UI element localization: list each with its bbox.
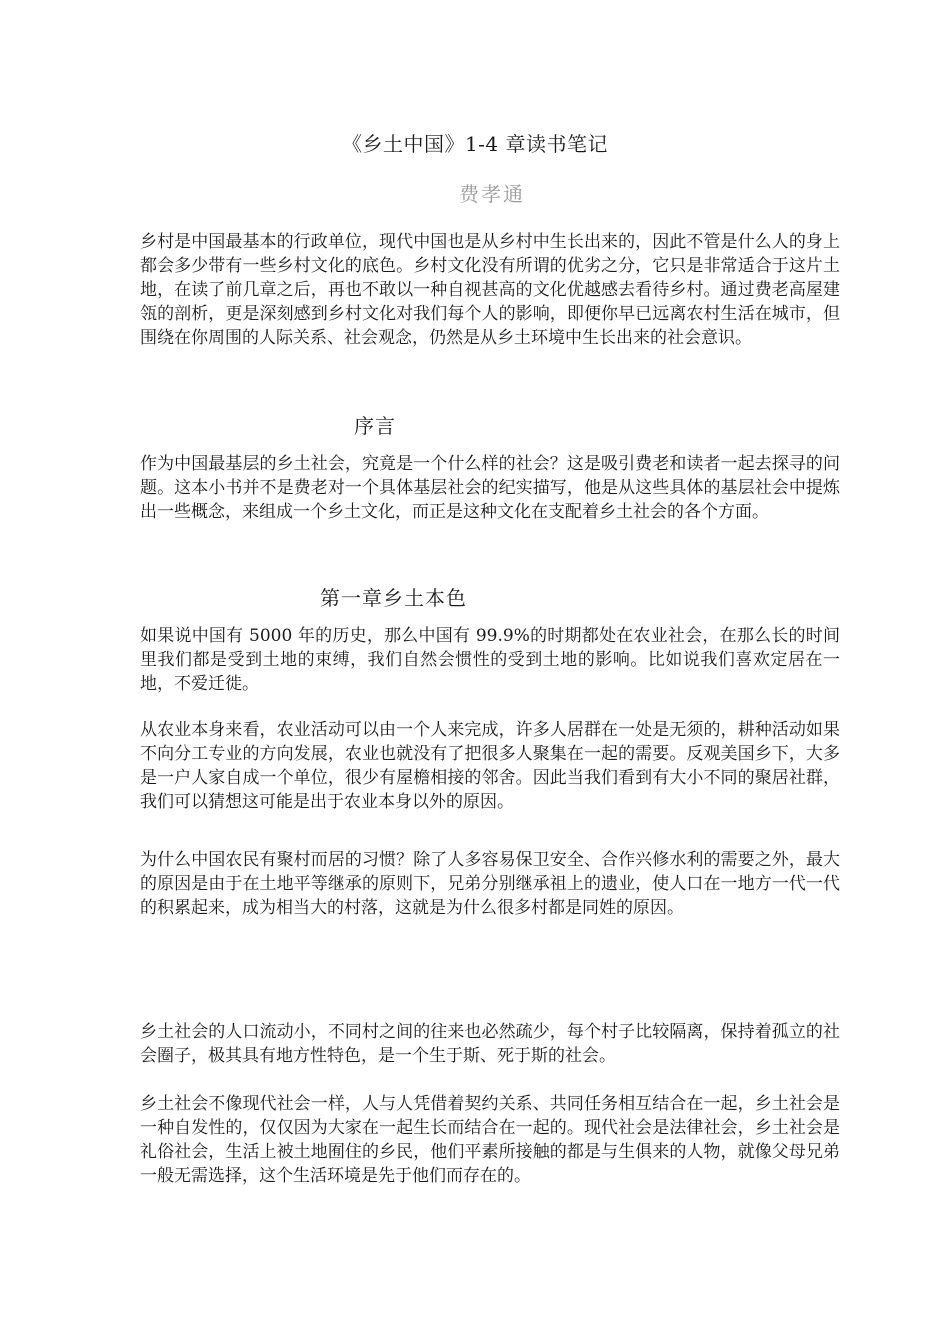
document-title: 《乡土中国》1-4 章读书笔记 [341, 132, 609, 156]
intro-paragraph: 乡村是中国最基本的行政单位，现代中国也是从乡村中生长出来的，因此不管是什么人的身上都会多少带有一些乡村文化的底色。乡村文化没有所谓的优劣之分，它只是非常适合于这片土地，在读了前几章之后，再也不敢以一种自视甚高的文化优越感去看待乡村。通过费老高屋建瓴的剖析，更是深刻感到乡村文化对我们每个人的影响，即便你早已远离农村生活在城市，但围绕在你周围的人际关系、社会观念，仍然是从乡土环境中生长出来的社会意识。 [140, 232, 840, 348]
chapter1-paragraph-3: 为什么中国农民有聚村而居的习惯？除了人多容易保卫安全、合作兴修水利的需要之外，最大的原因是由于在土地平等继承的原则下，兄弟分别继承祖上的遗业，使人口在一地方一代一代的积累起来，成为相当大的村落，这就是为什么很多村都是同姓的原因。 [140, 850, 840, 918]
chapter1-paragraph-2: 从农业本身来看，农业活动可以由一个人来完成，许多人居群在一处是无须的，耕种活动如果不向分工专业的方向发展，农业也就没有了把很多人聚集在一起的需要。反观美国乡下，大多是一户人家自成一个单位，很少有屋檐相接的邻舍。因此当我们看到有大小不同的聚居社群，我们可以猜想这可能是出于农业本身以外的原因。 [140, 720, 840, 812]
preface-paragraph: 作为中国最基层的乡土社会，究竟是一个什么样的社会？这是吸引费老和读者一起去探寻的问题。这本小书并不是费老对一个具体基层社会的纪实描写，他是从这些具体的基层社会中提炼出一些概念，来组成一个乡土文化，而正是这种文化在支配着乡土社会的各个方面。 [140, 454, 840, 522]
preface-heading: 序言 [354, 414, 396, 438]
chapter1-paragraph-4: 乡土社会的人口流动小，不同村之间的往来也必然疏少，每个村子比较隔离，保持着孤立的社会圈子，极其具有地方性特色，是一个生于斯、死于斯的社会。 [140, 1022, 840, 1066]
chapter1-heading: 第一章乡土本色 [320, 586, 467, 610]
chapter1-paragraph-1: 如果说中国有 5000 年的历史，那么中国有 99.9%的时期都处在农业社会，在那么长的时间里我们都是受到土地的束缚，我们自然会惯性的受到土地的影响。比如说我们喜欢定居在一地，不爱迁徙。 [140, 626, 840, 694]
document-author: 费孝通 [459, 182, 525, 206]
chapter1-paragraph-5: 乡土社会不像现代社会一样，人与人凭借着契约关系、共同任务相互结合在一起，乡土社会是一种自发性的，仅仅因为大家在一起生长而结合在一起的。现代社会是法律社会，乡土社会是礼俗社会，生活上被土地囿住的乡民，他们平素所接触的都是与生俱来的人物，就像父母兄弟一般无需选择，这个生活环境是先于他们而存在的。 [140, 1094, 840, 1186]
